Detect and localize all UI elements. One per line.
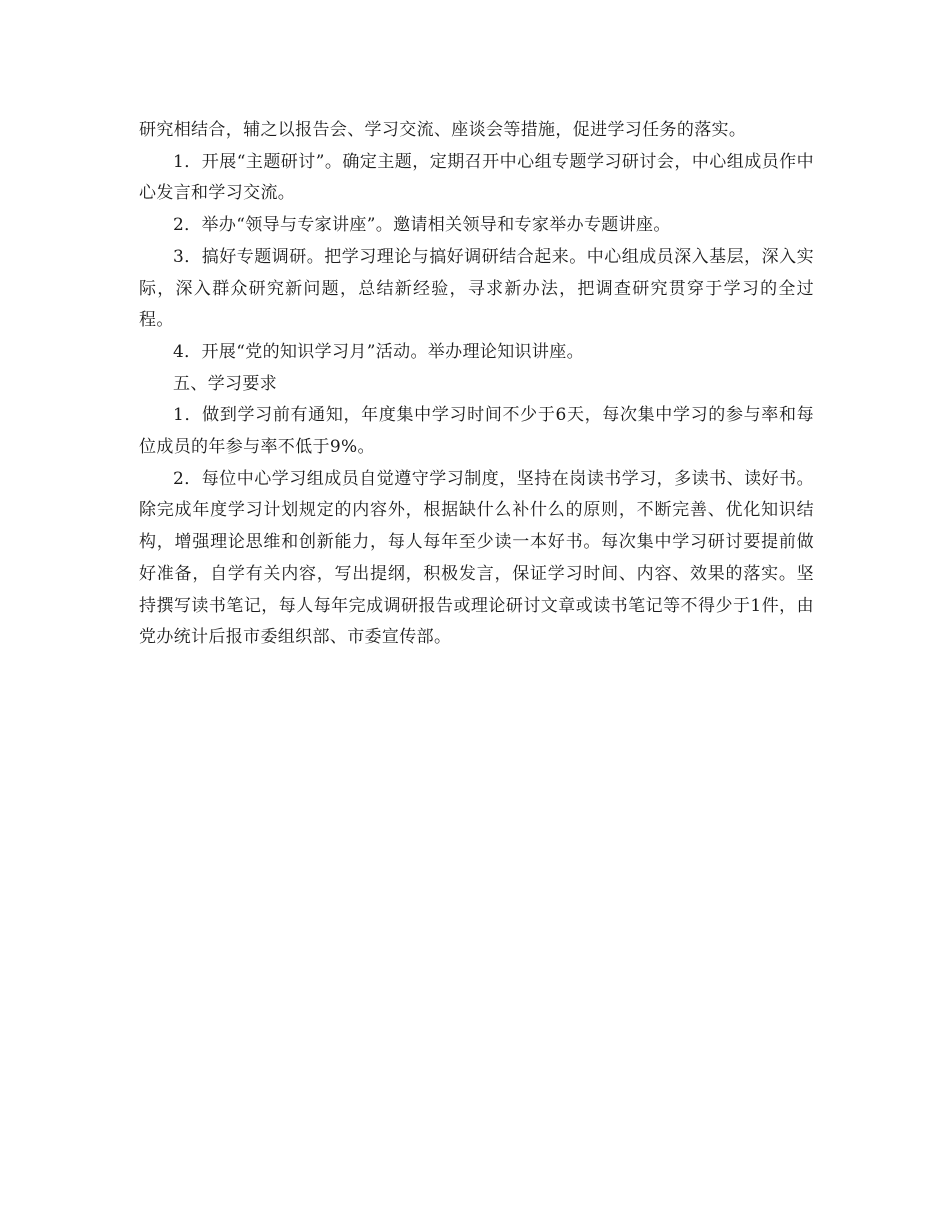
requirement-notice-attendance: 1．做到学习前有通知，年度集中学习时间不少于6天，每次集中学习的参与率和每位成员的年参与率不低于9%。 — [139, 405, 814, 458]
item-theme-seminar: 1．开展“主题研讨”。确定主题，定期召开中心组专题学习研讨会，中心组成员作中心发言和学习交流。 — [139, 151, 814, 204]
section-heading-requirements: 五、学习要求 — [173, 373, 278, 394]
item-expert-lecture: 2．举办“领导与专家讲座”。邀请相关领导和专家举办专题讲座。 — [173, 215, 671, 236]
item-knowledge-month: 4．开展“党的知识学习月”活动。举办理论知识讲座。 — [173, 341, 584, 362]
requirement-self-study: 2．每位中心学习组成员自觉遵守学习制度，坚持在岗读书学习，多读书、读好书。除完成年度学习计划规定的内容外，根据缺什么补什么的原则，不断完善、优化知识结构，增强理论思维和创新能力，每人每年至少读一本好书。每次集中学习研讨要提前做好准备，自学有关内容，写出提纲，积极发言，保证学习时间、内容、效果的落实。坚持撰写读书笔记，每人每年完成调研报告或理论研讨文章或读书笔记等不得少于1件，由党办统计后报市委组织部、市委宣传部。 — [139, 468, 814, 648]
document-body — [139, 115, 814, 654]
item-special-research: 3．搞好专题调研。把学习理论与搞好调研结合起来。中心组成员深入基层，深入实际，深入群众研究新问题，总结新经验，寻求新办法，把调查研究贯穿于学习的全过程。 — [139, 246, 814, 331]
paragraph-continuation: 研究相结合，辅之以报告会、学习交流、座谈会等措施，促进学习任务的落实。 — [139, 120, 747, 140]
